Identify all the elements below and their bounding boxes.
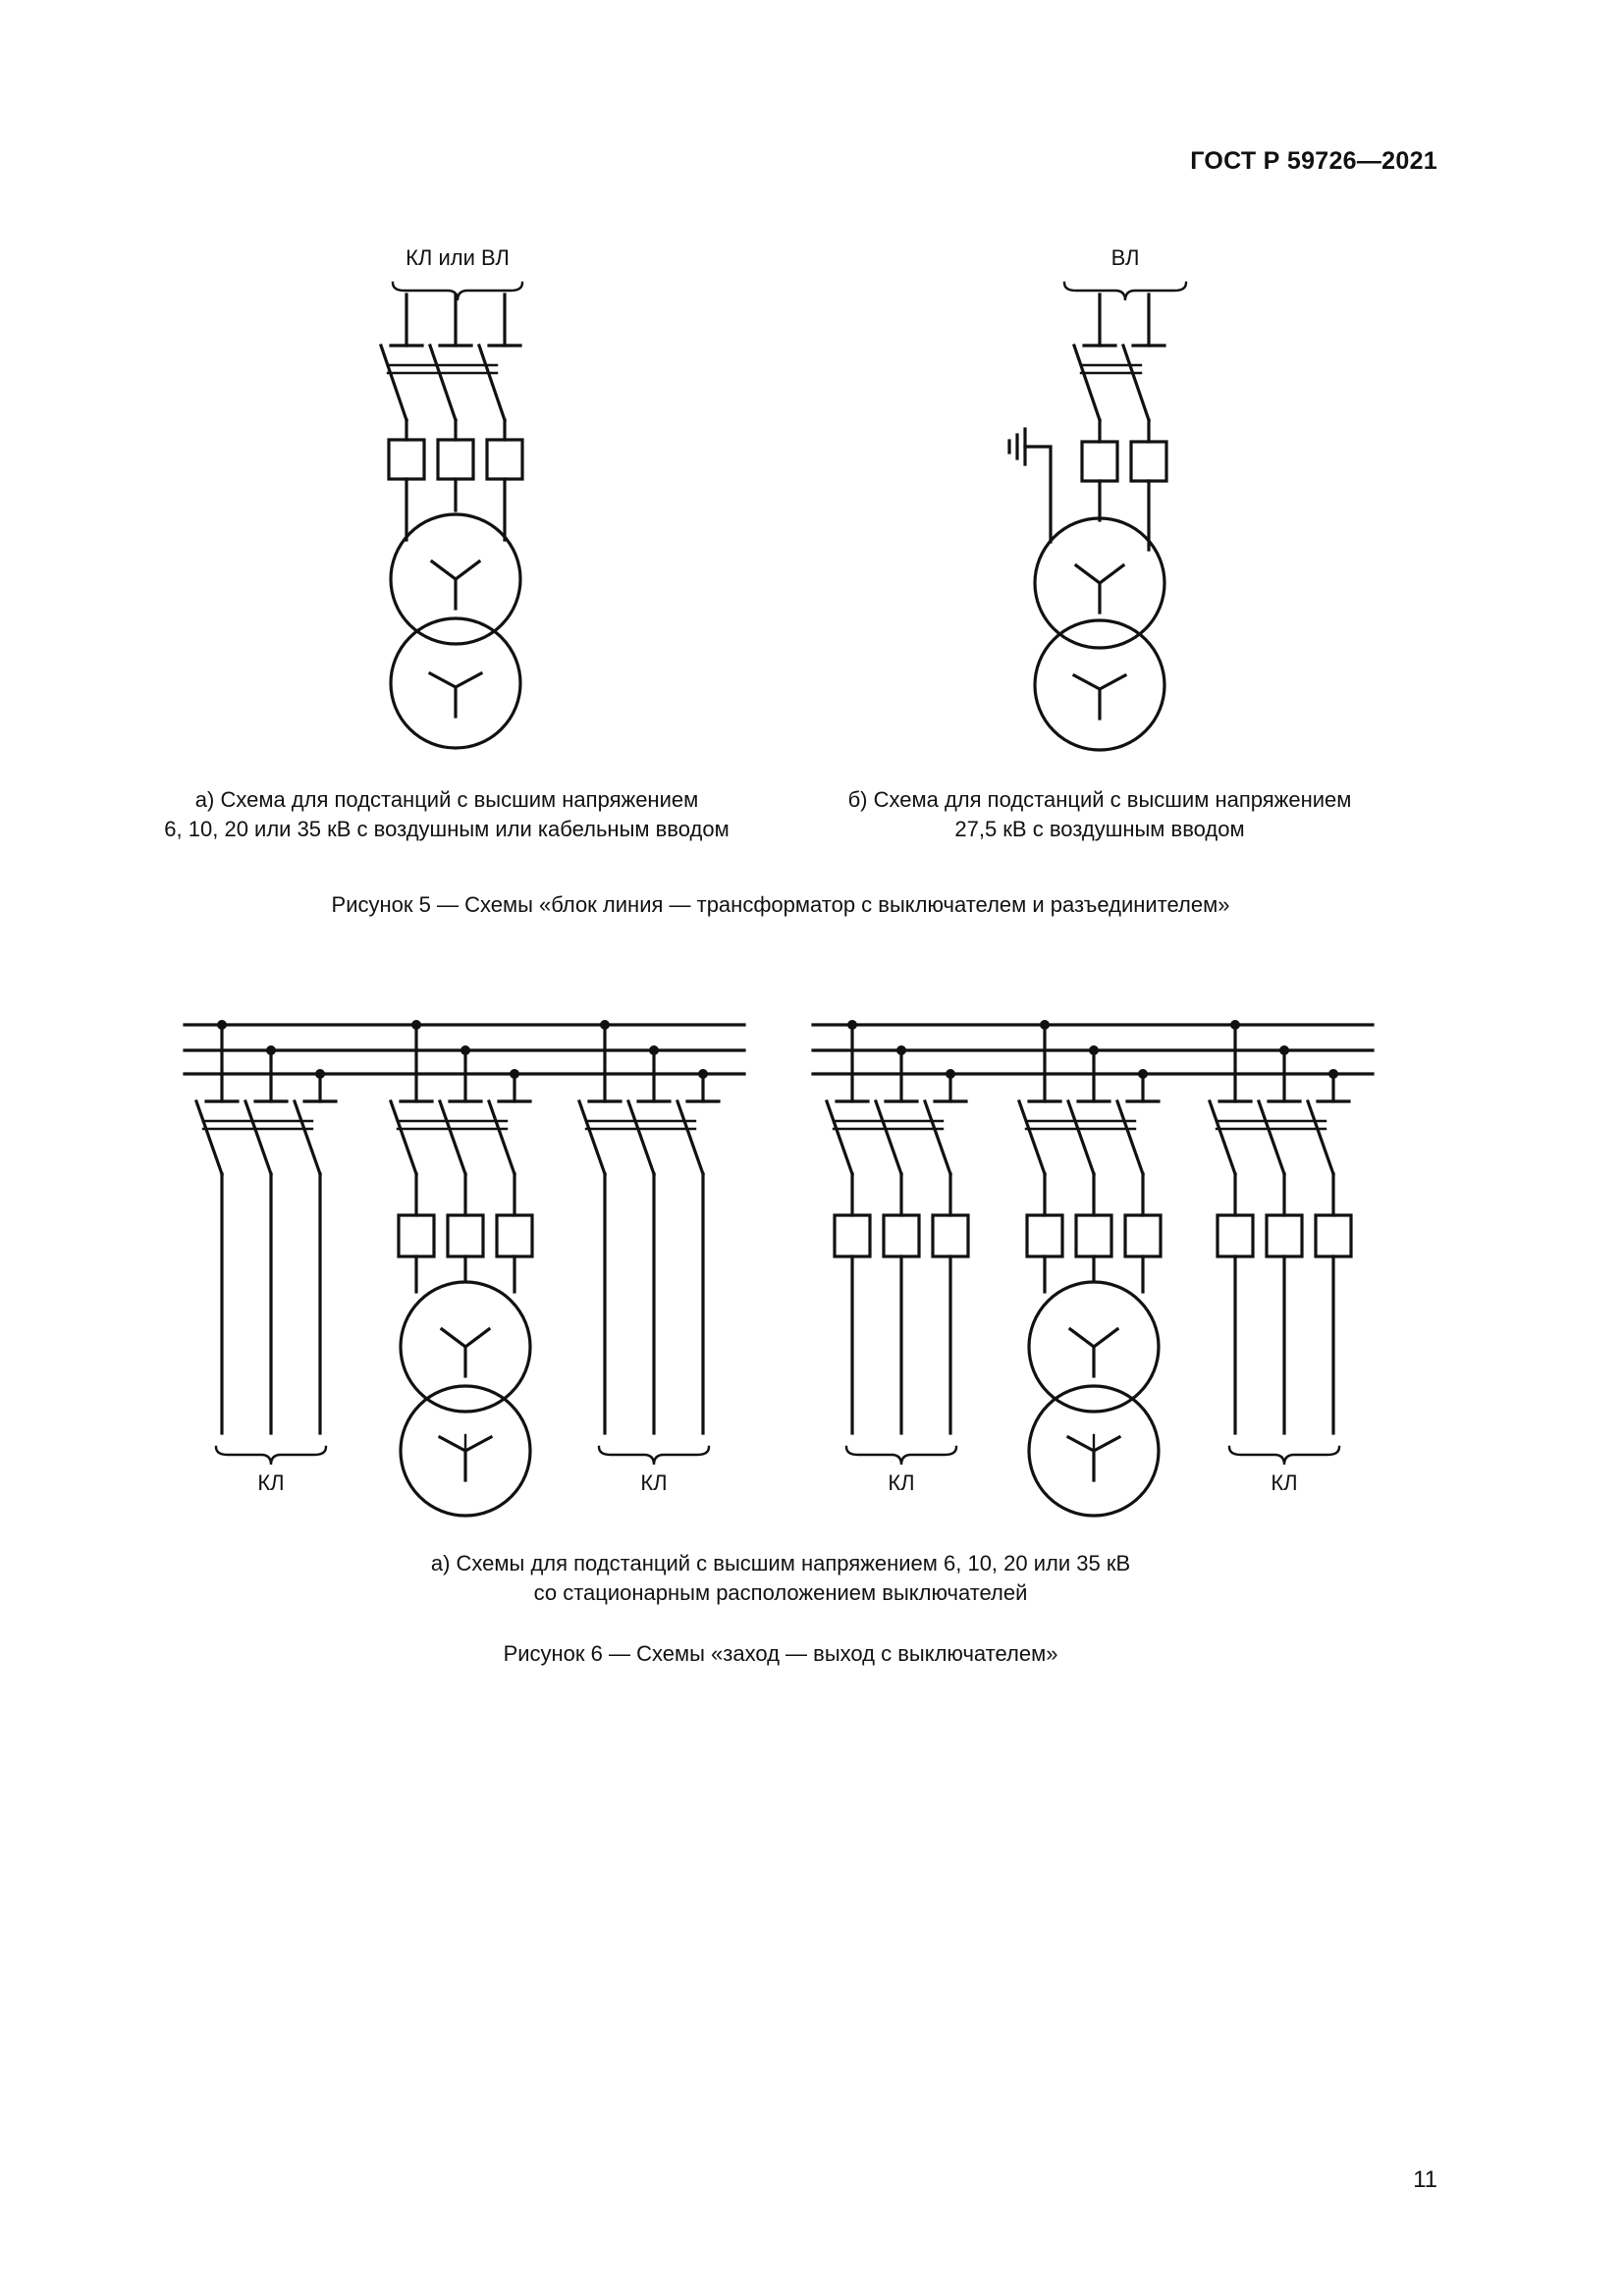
caption-line: 27,5 кВ с воздушным вводом <box>954 817 1245 842</box>
transformer-feeder <box>391 1101 532 1516</box>
transformer-feeder <box>1019 1101 1161 1516</box>
circuit-breakers <box>389 440 522 540</box>
line-terminals <box>391 294 520 346</box>
figure6-caption-a <box>295 1549 1267 1609</box>
line-terminals <box>1084 294 1164 346</box>
disconnector-switches <box>1074 346 1149 442</box>
figure5-caption-a <box>108 785 785 845</box>
figure6-title: Рисунок 6 — Схемы «заход — выход с выключателем» <box>503 1641 1058 1666</box>
page-number: 11 <box>1413 2166 1437 2193</box>
line-label-kl-vl: КЛ или ВЛ <box>406 245 510 270</box>
incoming-cable-feeder <box>827 1101 968 1433</box>
incoming-cable-feeder <box>196 1101 320 1433</box>
disconnector-switches <box>381 346 505 440</box>
figure5-caption-b <box>785 785 1414 845</box>
cable-label: КЛ <box>257 1470 285 1495</box>
transformer-primary-winding <box>1035 518 1164 648</box>
cable-brace <box>216 1447 326 1465</box>
caption-line: а) Схема для подстанций с высшим напряжением <box>194 787 699 812</box>
line-brace <box>1064 283 1186 300</box>
bus-taps <box>206 1025 719 1101</box>
cable-brace <box>846 1447 956 1465</box>
outgoing-cable-feeder <box>579 1101 703 1433</box>
outgoing-cable-feeder <box>1210 1101 1351 1433</box>
figure5-title: Рисунок 5 — Схемы «блок линия — трансформатор с выключателем и разъединителем» <box>331 892 1230 917</box>
figure6-scheme-left <box>177 1001 756 1541</box>
figure6-scheme-right <box>811 1001 1390 1541</box>
circuit-breakers <box>1082 442 1166 550</box>
cable-label: КЛ <box>1271 1470 1298 1495</box>
caption-line: а) Схемы для подстанций с высшим напряжением 6, 10, 20 или 35 кВ <box>430 1551 1131 1575</box>
cable-label: КЛ <box>888 1470 915 1495</box>
cable-brace <box>599 1447 709 1465</box>
transformer-secondary-winding <box>391 618 520 748</box>
line-label-vl: ВЛ <box>1110 245 1140 270</box>
cable-brace <box>1229 1447 1339 1465</box>
ground-connection <box>1009 429 1051 542</box>
bus-taps <box>837 1025 1349 1101</box>
caption-line: со стационарным расположением выключателей <box>533 1580 1028 1606</box>
cable-label: КЛ <box>640 1470 668 1495</box>
figure5-diagram-a <box>353 236 569 766</box>
document-header: ГОСТ Р 59726—2021 <box>1190 147 1437 175</box>
transformer-secondary-winding <box>1035 620 1164 750</box>
transformer-primary-winding <box>391 514 520 644</box>
caption-line: б) Схема для подстанций с высшим напряжением <box>847 787 1352 812</box>
figure5-diagram-b <box>982 236 1218 766</box>
caption-line: 6, 10, 20 или 35 кВ с воздушным или кабельным вводом <box>164 817 730 842</box>
line-brace <box>393 283 522 300</box>
